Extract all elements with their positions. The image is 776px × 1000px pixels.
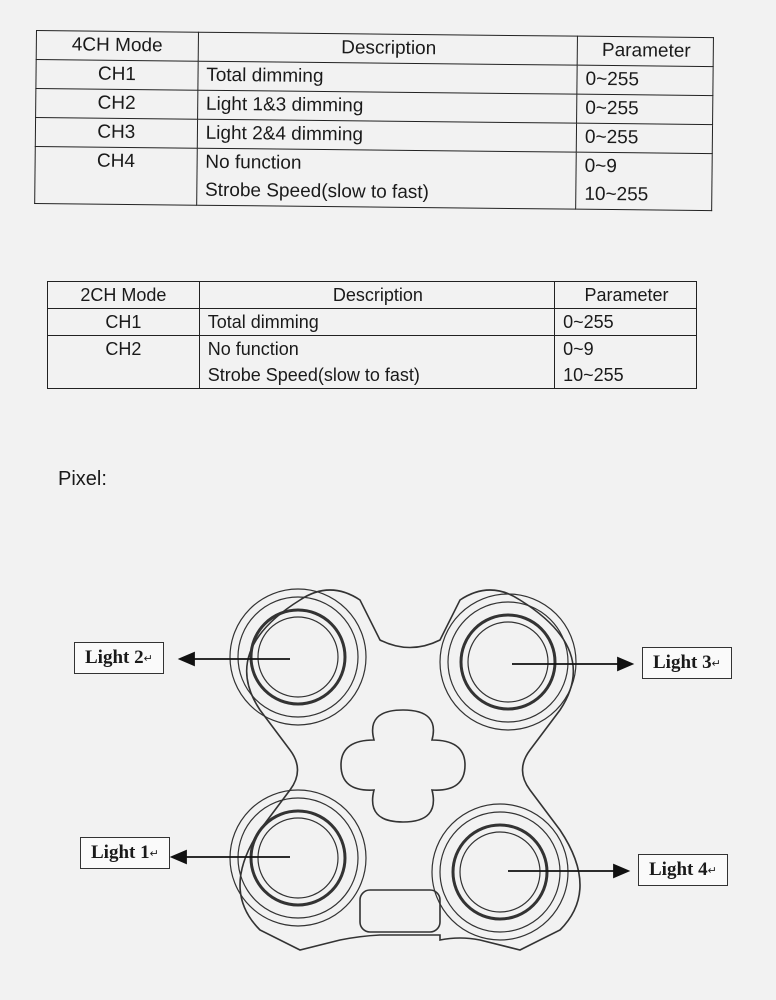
table-row (35, 146, 713, 210)
housing-outline (240, 590, 580, 950)
bottom-slot (360, 890, 440, 932)
parameter-line: 0~9 (584, 155, 618, 178)
description-cell (196, 148, 576, 209)
label-light-1 (80, 837, 170, 869)
parameter-cell: 0~255 (577, 65, 713, 95)
return-mark-icon: ↵ (707, 865, 717, 878)
parameter-cell: 0~255 (576, 123, 712, 153)
description-cell: Light 2&4 dimming (197, 119, 577, 152)
table-row (48, 336, 697, 389)
parameter-header: Parameter (577, 36, 713, 66)
description-cell (199, 336, 554, 389)
label-light-2 (74, 642, 164, 674)
description-header: Description (199, 282, 554, 309)
parameter-cell: 0~255 (577, 94, 713, 124)
parameter-cell (555, 336, 697, 389)
parameter-line: 0~9 (563, 339, 594, 359)
parameter-line: 10~255 (584, 183, 649, 206)
lens-light-4 (432, 804, 568, 940)
arrow-light-4 (614, 865, 628, 877)
label-light-3-text: Light 3 (653, 652, 712, 673)
parameter-cell (576, 152, 713, 210)
label-light-1-text: Light 1 (91, 842, 150, 863)
description-header: Description (198, 32, 578, 65)
table-header-row (48, 282, 697, 309)
channel-cell: CH1 (48, 309, 200, 336)
channel-cell: CH2 (48, 336, 200, 389)
center-quatrefoil (341, 710, 465, 822)
mode-header: 4CH Mode (36, 31, 198, 62)
description-line: No function (207, 339, 299, 359)
channel-cell: CH1 (36, 60, 198, 91)
arrow-light-3 (618, 658, 632, 670)
channel-cell: CH4 (35, 146, 197, 205)
description-line: Strobe Speed(slow to fast) (204, 179, 430, 204)
label-light-4 (638, 854, 728, 886)
table-4ch-mode (34, 30, 714, 211)
channel-cell: CH3 (35, 118, 197, 149)
description-line: Strobe Speed(slow to fast) (207, 365, 420, 385)
label-light-2-text: Light 2 (85, 647, 144, 668)
label-light-4-text: Light 4 (649, 859, 708, 880)
parameter-cell: 0~255 (555, 309, 697, 336)
lens-light-1 (230, 790, 366, 926)
return-mark-icon: ↵ (143, 653, 153, 666)
return-mark-icon: ↵ (711, 658, 721, 671)
label-light-3 (642, 647, 732, 679)
arrow-light-2 (180, 653, 194, 665)
table-row (48, 309, 697, 336)
description-line: No function (205, 151, 302, 174)
table-2ch-mode (47, 281, 697, 389)
arrow-light-1 (172, 851, 186, 863)
lens-light-2 (230, 589, 366, 725)
description-cell: Light 1&3 dimming (197, 90, 577, 123)
parameter-header: Parameter (555, 282, 697, 309)
description-cell: Total dimming (199, 309, 554, 336)
mode-header: 2CH Mode (48, 282, 200, 309)
parameter-line: 10~255 (563, 365, 624, 385)
pixel-heading: Pixel: (58, 468, 107, 490)
lens-light-3 (440, 594, 576, 730)
description-cell: Total dimming (198, 61, 578, 94)
fixture-pixel-diagram (0, 560, 776, 1000)
channel-cell: CH2 (36, 89, 198, 120)
return-mark-icon: ↵ (149, 848, 159, 861)
